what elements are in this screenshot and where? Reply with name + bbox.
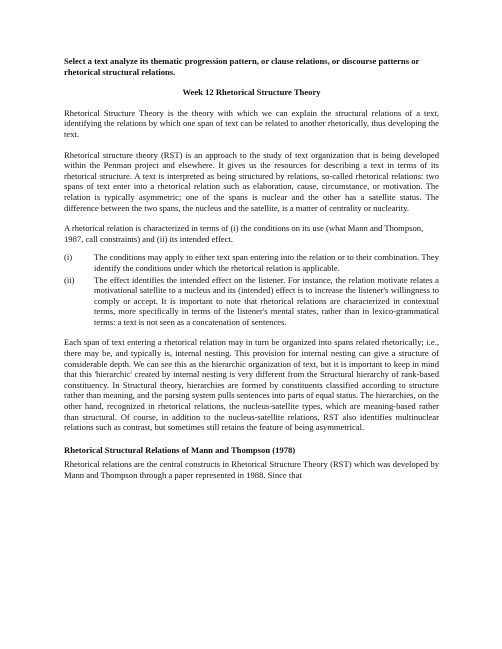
paragraph-rhetorical-relations: Rhetorical relations are the central constructs in Rhetorical Structure Theory (RST) which was developed by Mann and Thompson through a paper represented in 1988. Since that — [64, 459, 439, 480]
list-item-text: The conditions may apply to either text span entering into the relation or to their combination. They identify the conditions under which the rhetorical relation is applicable. — [94, 252, 439, 273]
conditions-effect-list — [64, 252, 439, 327]
assignment-prompt: Select a text analyze its thematic progression pattern, or clause relations, or discourse patterns or rhetorical structural relations. — [64, 56, 420, 77]
document-page — [64, 56, 439, 491]
paragraph-intro: Rhetorical Structure Theory is the theory with which we can explain the structural relations of a text, identifying the relations by which one span of text can be related to another rhetorically, thus developing the text. — [64, 107, 439, 139]
week-title: Week 12 Rhetorical Structure Theory — [182, 87, 321, 98]
list-item-text: The effect identifies the intended effect on the listener. For instance, the relation motivate relates a motivational satellite to a nucleus and its (intended) effect is to increase the listener's willingness to comply or accept. It is important to note that rhetorical relations are characterized in contextual terms, more specifically in terms of the listener's mental states, rather than in lexico-grammatical terms: a text is not seen as a concatenation of sentences. — [94, 274, 439, 327]
list-item — [64, 275, 439, 328]
list-item-number: (i) — [64, 252, 73, 263]
paragraph-rst-approach: Rhetorical structure theory (RST) is an approach to the study of text organization that is being developed within the Penman project and elsewhere. It gives us the resources for describing a text in terms of its rhetorical structure. A text is interpreted as being structured by relations, so-called rhetorical relations: two spans of text enter into a rhetorical relation such as elaboration, cause, circumstance, or motivation. The relation is typically asymmetric; one of the spans is nuclear and the other has a satellite status. The difference between the two spans, the nucleus and the satellite, is a matter of centrality or nuclearity. — [64, 149, 439, 213]
section-subheading: Rhetorical Structural Relations of Mann and Thompson (1978) — [64, 444, 296, 455]
paragraph-relation-characterization: A rhetorical relation is characterized in terms of (i) the conditions on its use (what Mann and Thompson, 1987, call constraints) and (ii) its intended effect. — [64, 223, 424, 244]
paragraph-nesting: Each span of text entering a rhetorical relation may in turn be organized into spans related rhetorically; i.e., there may be, and typically is, internal nesting. This provision for internal nesting can give a structure of considerable depth. We can see this as the hierarchic organization of text, but it is important to keep in mind that this 'hierarchic' created by internal nesting is very different from the Structural hierarchy of rank-based constituency. In Structural theory, hierarchies are formed by constituents classified according to structure rather than meaning, and the parsing system pulls sentences into parts of equal status. The hierarchies, on the other hand, recognized in rhetorical relations, the nucleus-satellite types, which are meaning-based rather than structural. Of course, in addition to the nucleus-satellite relations, RST also identifies multinuclear relations such as contrast, but sometimes still retains the feature of being asymmetrical. — [64, 337, 439, 433]
list-item — [64, 252, 439, 273]
list-item-number: (ii) — [64, 274, 75, 285]
